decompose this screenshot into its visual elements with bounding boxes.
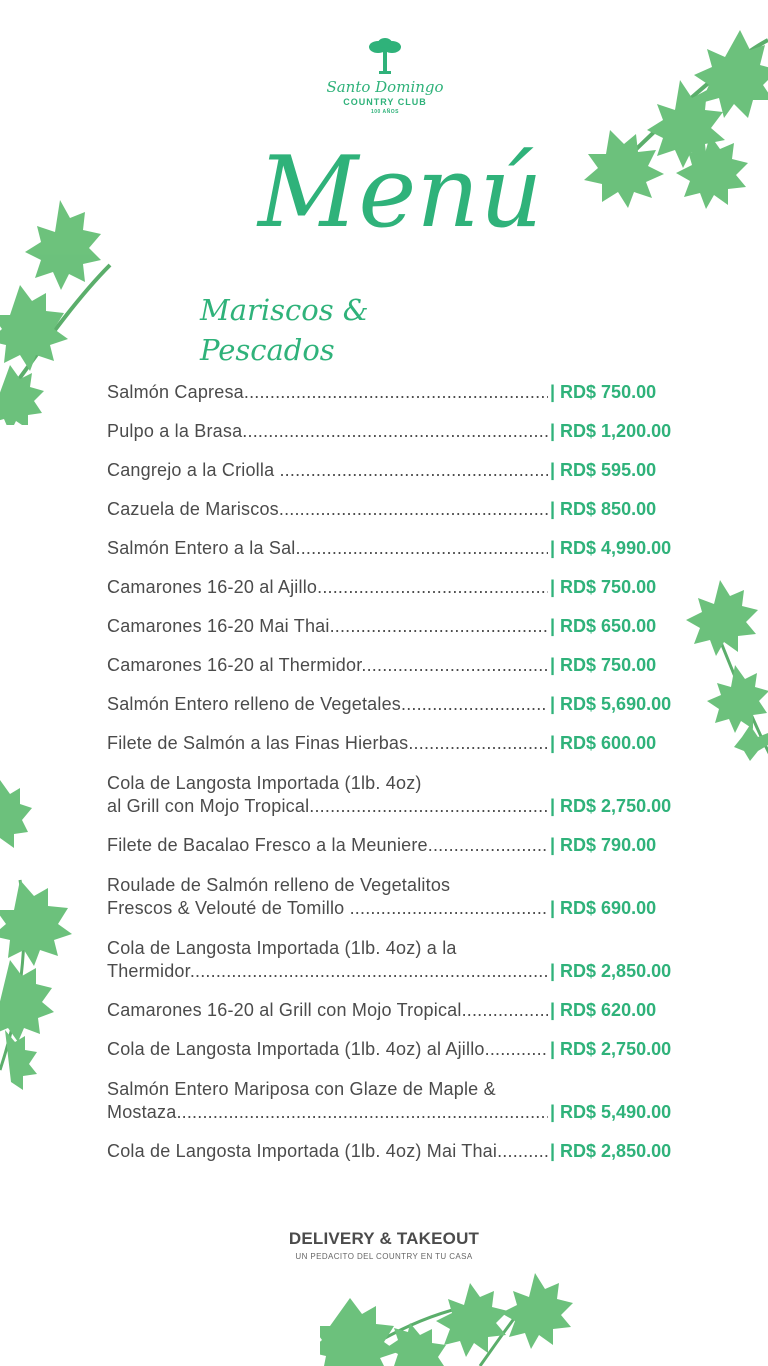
- menu-item-name-line: Cola de Langosta Importada (1lb. 4oz) al Ajillo .....: [107, 1039, 548, 1059]
- menu-item-name: [107, 1038, 548, 1061]
- menu-item: [107, 412, 707, 451]
- menu-item-price: | RD$ 2,750.00: [550, 1039, 672, 1059]
- menu-item-name: [107, 937, 548, 983]
- menu-item-name: [107, 459, 548, 482]
- menu-item-price: | RD$ 2,850.00: [550, 961, 672, 981]
- menu-item-name-line: Cangrejo a la Criolla .....: [107, 460, 548, 480]
- menu-item-name: [107, 732, 548, 755]
- menu-item-name-line: al Grill con Mojo Tropical .....: [107, 795, 548, 818]
- menu-item-price: | RD$ 750.00: [550, 577, 657, 597]
- menu-item-price: | RD$ 2,750.00: [550, 796, 672, 816]
- menu-item: [107, 865, 707, 928]
- menu-item-name-line: Cazuela de Mariscos .....: [107, 499, 548, 519]
- menu-item: [107, 1132, 707, 1171]
- menu-item-price: | RD$ 790.00: [550, 835, 657, 855]
- menu-item: [107, 724, 707, 763]
- menu-item: [107, 646, 707, 685]
- menu-item-price: | RD$ 5,690.00: [550, 694, 672, 714]
- menu-item-name-line: Filete de Salmón a las Finas Hierbas .....: [107, 733, 548, 753]
- tree-icon: [365, 36, 405, 76]
- menu-item-name: [107, 772, 548, 818]
- menu-item: [107, 1069, 707, 1132]
- menu-item-name: [107, 693, 548, 716]
- parsley-leaf-icon: [570, 25, 768, 215]
- menu-item: [107, 763, 707, 826]
- menu-item-price: | RD$ 690.00: [550, 898, 657, 918]
- menu-item-name-line: Cola de Langosta Importada (1lb. 4oz) a la: [107, 938, 457, 958]
- footer-title: DELIVERY & TAKEOUT: [288, 1229, 480, 1248]
- menu-item: [107, 607, 707, 646]
- menu-item-name-line: Cola de Langosta Importada (1lb. 4oz) Mai Thai .....: [107, 1141, 548, 1161]
- menu-item-price: | RD$ 650.00: [550, 616, 657, 636]
- menu-item-name: [107, 615, 548, 638]
- menu-item: [107, 1030, 707, 1069]
- menu-item-name-line: Mostaza .....: [107, 1101, 548, 1124]
- menu-item-price: | RD$ 1,200.00: [550, 421, 672, 441]
- club-logo: [300, 36, 470, 115]
- menu-item-name-line: Salmón Entero Mariposa con Glaze de Maple &: [107, 1079, 496, 1099]
- menu-item-price: | RD$ 4,990.00: [550, 538, 672, 558]
- menu-item-price: | RD$ 5,490.00: [550, 1102, 672, 1122]
- menu-item-name-line: Cola de Langosta Importada (1lb. 4oz): [107, 773, 422, 793]
- footer: [0, 1229, 768, 1261]
- menu-item-name-line: Thermidor .....: [107, 960, 548, 983]
- menu-item-name: [107, 420, 548, 443]
- logo-years: 100 AÑOS: [371, 109, 399, 115]
- menu-item-name: [107, 498, 548, 521]
- menu-item-name: [107, 874, 548, 920]
- menu-item-name: [107, 1078, 548, 1124]
- parsley-leaf-icon: [0, 770, 100, 1090]
- menu-item-name: [107, 576, 548, 599]
- menu-item: [107, 451, 707, 490]
- menu-item-price: | RD$ 620.00: [550, 1000, 657, 1020]
- menu-item: [107, 991, 707, 1030]
- menu-item-name-line: Camarones 16-20 Mai Thai .....: [107, 616, 548, 636]
- menu-item-price: | RD$ 2,850.00: [550, 1141, 672, 1161]
- menu-item: [107, 928, 707, 991]
- menu-item-name-line: Frescos & Velouté de Tomillo .....: [107, 897, 548, 920]
- menu-item-name: [107, 834, 548, 857]
- menu-item-name-line: Salmón Entero a la Sal .....: [107, 538, 548, 558]
- menu-item: [107, 685, 707, 724]
- menu-item-name-line: Roulade de Salmón relleno de Vegetalitos: [107, 875, 451, 895]
- menu-item-price: | RD$ 750.00: [550, 655, 657, 675]
- menu-item-price: | RD$ 850.00: [550, 499, 657, 519]
- menu-item-name: [107, 537, 548, 560]
- menu-item-name: [107, 1140, 548, 1163]
- menu-item-name-line: Salmón Entero relleno de Vegetales .....: [107, 694, 548, 714]
- menu-item: [107, 529, 707, 568]
- menu-item-price: | RD$ 595.00: [550, 460, 657, 480]
- menu-item-name-line: Pulpo a la Brasa .....: [107, 421, 548, 441]
- menu-item-name: [107, 381, 548, 404]
- menu-item: [107, 826, 707, 865]
- menu-item-name-line: Camarones 16-20 al Thermidor .....: [107, 655, 548, 675]
- menu-item-price: | RD$ 750.00: [550, 382, 657, 402]
- section-title: Mariscos & Pescados: [200, 293, 369, 367]
- menu-item: [107, 490, 707, 529]
- menu-item: [107, 373, 707, 412]
- menu-item-name: [107, 999, 548, 1022]
- menu-item-price: | RD$ 600.00: [550, 733, 657, 753]
- parsley-leaf-icon: [320, 1268, 580, 1366]
- menu-item-name-line: Filete de Bacalao Fresco a la Meuniere .....: [107, 835, 548, 855]
- menu-item: [107, 568, 707, 607]
- menu-item-name-line: Camarones 16-20 al Ajillo .....: [107, 577, 548, 597]
- menu-item-name-line: Camarones 16-20 al Grill con Mojo Tropical .....: [107, 1000, 548, 1020]
- logo-script: Santo Domingo: [326, 78, 444, 96]
- menu-title: Menú: [258, 136, 543, 250]
- footer-tagline: UN PEDACITO DEL COUNTRY EN TU CASA: [295, 1252, 473, 1261]
- menu-item-name-line: Salmón Capresa .....: [107, 382, 548, 402]
- logo-club-name: COUNTRY CLUB: [343, 97, 427, 107]
- menu-item-name: [107, 654, 548, 677]
- menu-list: [107, 373, 707, 1171]
